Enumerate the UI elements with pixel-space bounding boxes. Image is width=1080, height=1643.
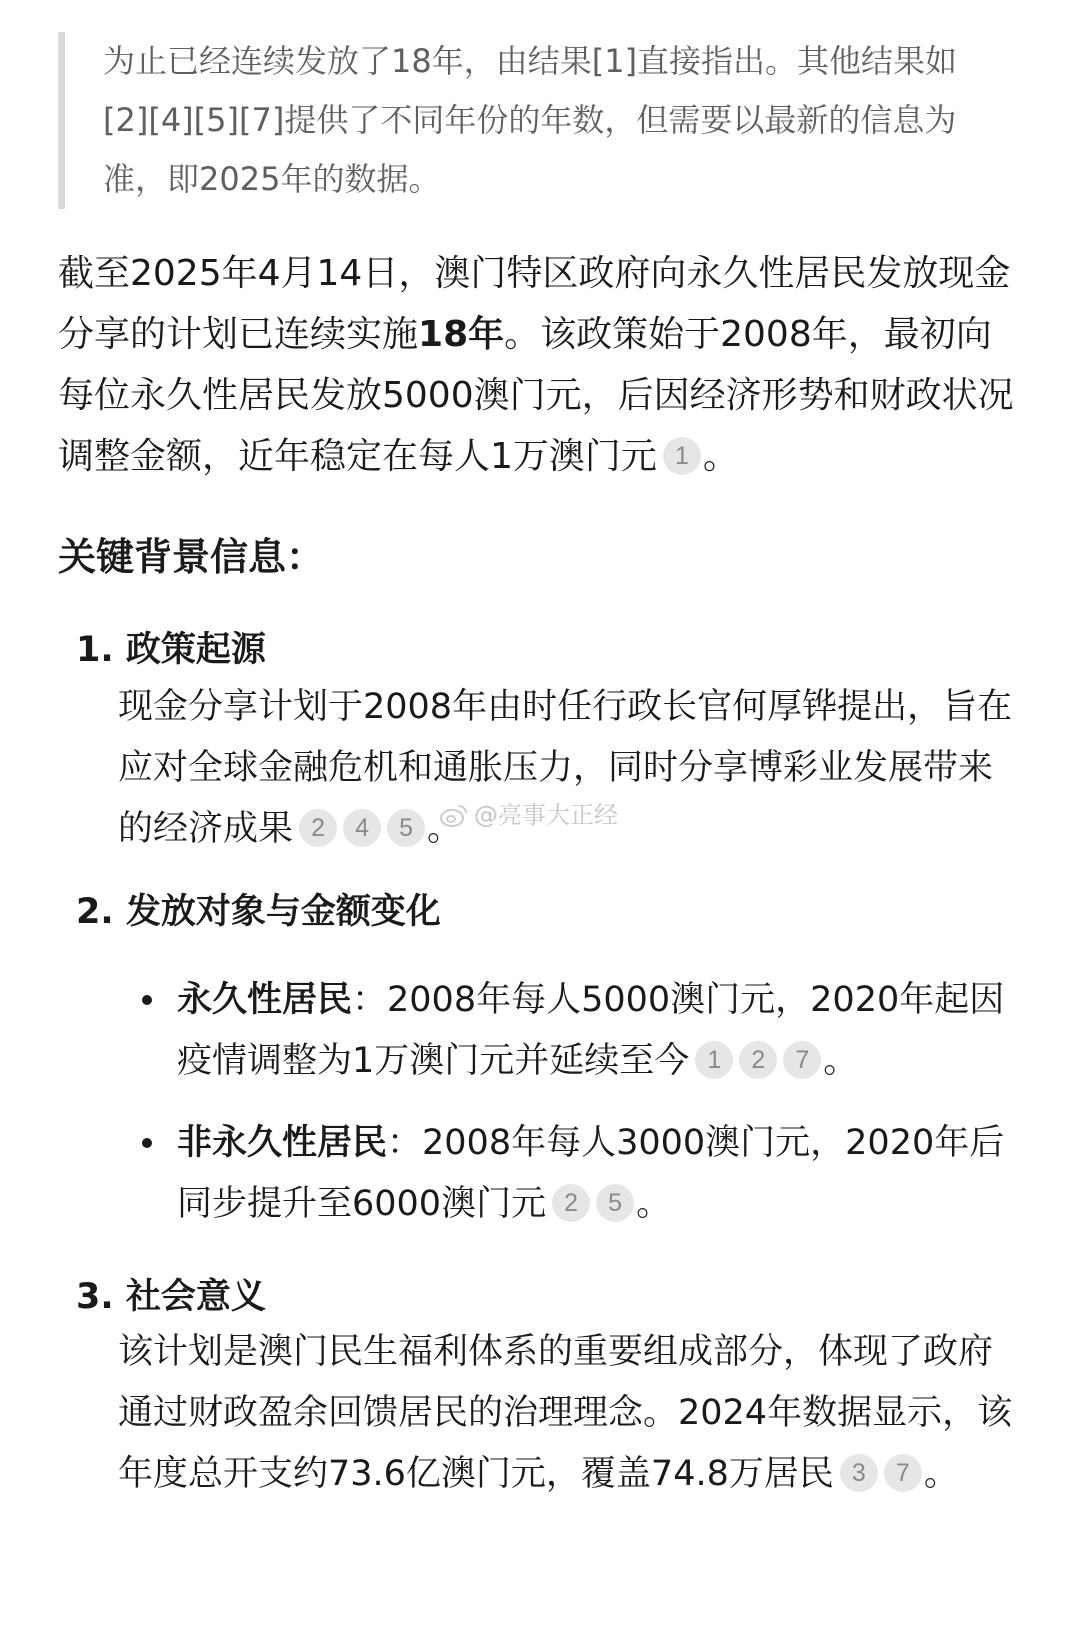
item-body-text: 现金分享计划于2008年由时任行政长官何厚铧提出，旨在应对全球金融危机和通胀压力，同时分享博彩业发展带来的经济成果 bbox=[118, 687, 1013, 849]
citation-badge[interactable]: 3 bbox=[840, 1454, 878, 1492]
bullet-text: ：2008年每人3000澳门元，2020年后同步提升至6000澳门元 bbox=[177, 1123, 1005, 1224]
citation-badge[interactable]: 2 bbox=[299, 809, 337, 847]
sentence-end: 。 bbox=[923, 1454, 959, 1494]
bullet-label: 永久性居民 bbox=[177, 980, 353, 1020]
item-heading-policy-origin: 1. 政策起源 bbox=[76, 630, 266, 670]
intro-paragraph bbox=[58, 243, 1018, 487]
sentence-end: 。 bbox=[636, 1184, 672, 1224]
bullet-non-permanent-residents bbox=[177, 1113, 1007, 1235]
citation-badge[interactable]: 4 bbox=[343, 809, 381, 847]
quote-line: 准，即2025年的数据。 bbox=[103, 160, 441, 198]
citation-badge[interactable]: 7 bbox=[884, 1454, 922, 1492]
citation-badge[interactable]: 5 bbox=[596, 1184, 634, 1222]
section-title: 关键背景信息： bbox=[58, 535, 325, 579]
item-body-text: 该计划是澳门民生福利体系的重要组成部分，体现了政府通过财政盈余回馈居民的治理理念。2024年数据显示，该年度总开支约73.6亿澳门元，覆盖74.8万居民 bbox=[118, 1332, 1013, 1494]
sentence-end: 。 bbox=[823, 1041, 859, 1081]
watermark-text: @亮事大正经 bbox=[474, 801, 618, 829]
sentence-end: 。 bbox=[702, 436, 739, 477]
citation-badge[interactable]: 2 bbox=[552, 1184, 590, 1222]
item-body-social-significance bbox=[118, 1322, 1018, 1505]
bullet-dot bbox=[140, 995, 160, 1015]
citation-badge[interactable]: 5 bbox=[387, 809, 425, 847]
citation-badge[interactable]: 1 bbox=[695, 1041, 733, 1079]
citation-badge[interactable]: 2 bbox=[739, 1041, 777, 1079]
intro-text-rest: 。该政策始于2008年，最初向每位永久性居民发放5000澳门元，后因经济形势和财政状况调整金额，近年稳定在每人1万澳门元 bbox=[58, 314, 1014, 477]
sentence-end: 。 bbox=[427, 809, 463, 849]
blockquote bbox=[58, 32, 1063, 209]
bullet-label: 非永久性居民 bbox=[177, 1123, 388, 1163]
bullet-text: ：2008年每人5000澳门元，2020年起因疫情调整为1万澳门元并延续至今 bbox=[177, 980, 1005, 1081]
weibo-icon bbox=[440, 803, 468, 834]
intro-text: 截至2025年4月14日，澳门特区政府向永久性居民发放现金分享的计划已连续实施 bbox=[58, 253, 1011, 355]
bullet-dot bbox=[140, 1138, 160, 1158]
item-heading-recipients: 2. 发放对象与金额变化 bbox=[76, 892, 441, 932]
intro-bold: 18年 bbox=[418, 314, 505, 355]
quote-line: 为止已经连续发放了18年，由结果[1]直接指出。其他结果如 bbox=[103, 42, 958, 80]
watermark bbox=[440, 800, 618, 834]
quote-line: [2][4][5][7]提供了不同年份的年数，但需要以最新的信息为 bbox=[103, 101, 957, 139]
item-heading-social-significance: 3. 社会意义 bbox=[76, 1277, 266, 1317]
bullet-permanent-residents bbox=[177, 970, 1007, 1092]
citation-badge[interactable]: 7 bbox=[783, 1041, 821, 1079]
citation-badge[interactable]: 1 bbox=[663, 437, 701, 475]
